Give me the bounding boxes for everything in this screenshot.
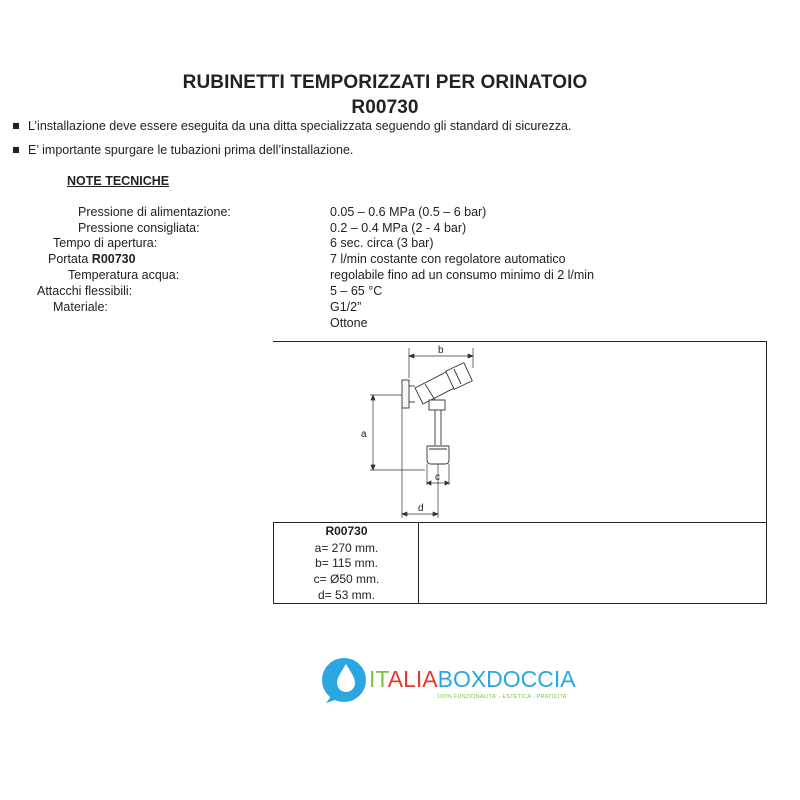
- logo-italia-part: IA: [415, 666, 438, 692]
- spec-value: 0.2 – 0.4 MPa (2 - 4 bar): [330, 221, 467, 235]
- dimension-label-d: d: [418, 503, 424, 514]
- dimension-label-b: b: [438, 345, 444, 356]
- table-row: b= 115 mm.: [315, 556, 378, 570]
- table-code: R00730: [325, 524, 368, 538]
- table-row: a= 270 mm.: [314, 541, 379, 555]
- square-bullet-icon: [13, 123, 19, 129]
- notes-heading: NOTE TECNICHE: [67, 174, 170, 188]
- spec-value: 6 sec. circa (3 bar): [330, 236, 434, 250]
- square-bullet-icon: [13, 147, 19, 153]
- technical-drawing: [355, 342, 515, 520]
- dimension-label-c: c: [435, 472, 440, 483]
- spec-label-portata: [48, 252, 136, 266]
- bullet-text: E’ importante spurgare le tubazioni prima dell’installazione.: [28, 143, 354, 157]
- spec-label: Temperatura acqua:: [68, 268, 180, 282]
- table-row: c= Ø50 mm.: [313, 572, 380, 586]
- spec-value: 0.05 – 0.6 MPa (0.5 – 6 bar): [330, 205, 487, 219]
- page-title: RUBINETTI TEMPORIZZATI PER ORINATOIO: [182, 72, 588, 93]
- diagram-top-border: [273, 341, 767, 342]
- bullet-item: [13, 143, 353, 157]
- spec-value: regolabile fino ad un consumo minimo di 2 l/min: [330, 268, 595, 282]
- table-divider: [418, 522, 419, 604]
- bullet-item: [13, 119, 571, 133]
- logo-italia: [369, 666, 438, 692]
- spec-label: Pressione consigliata:: [78, 221, 200, 235]
- logo-box: BOXDOCCIA: [437, 666, 576, 692]
- spec-label: Materiale:: [53, 300, 108, 314]
- spec-label: Tempo di apertura:: [53, 236, 158, 250]
- spec-label: Pressione di alimentazione:: [78, 205, 231, 219]
- wall-flange: [402, 380, 409, 408]
- logo-italia-part: AL: [387, 666, 416, 692]
- spec-value: G1/2”: [330, 300, 362, 314]
- logo-tagline: 100% FUNZIONALITA’ - ESTETICA - PRATICITA’: [437, 694, 568, 700]
- spec-value: Ottone: [330, 316, 368, 330]
- logo-italia-part: IT: [369, 666, 388, 692]
- bullet-text: L’installazione deve essere eseguita da una ditta specializzata seguendo gli standard di sicurezza.: [28, 119, 572, 133]
- dimension-label-a: a: [361, 429, 367, 440]
- spec-label: Attacchi flessibili:: [37, 284, 133, 298]
- spec-value: 7 l/min costante con regolatore automatico: [330, 252, 566, 266]
- brand-logo: [322, 655, 592, 705]
- spec-label: Portata: [48, 252, 89, 266]
- product-code-title: R00730: [351, 97, 419, 118]
- table-row: d= 53 mm.: [317, 588, 376, 602]
- portata-code: R00730: [91, 252, 136, 266]
- spec-value: 5 – 65 °C: [330, 284, 383, 298]
- logo-wordmark: [369, 666, 576, 692]
